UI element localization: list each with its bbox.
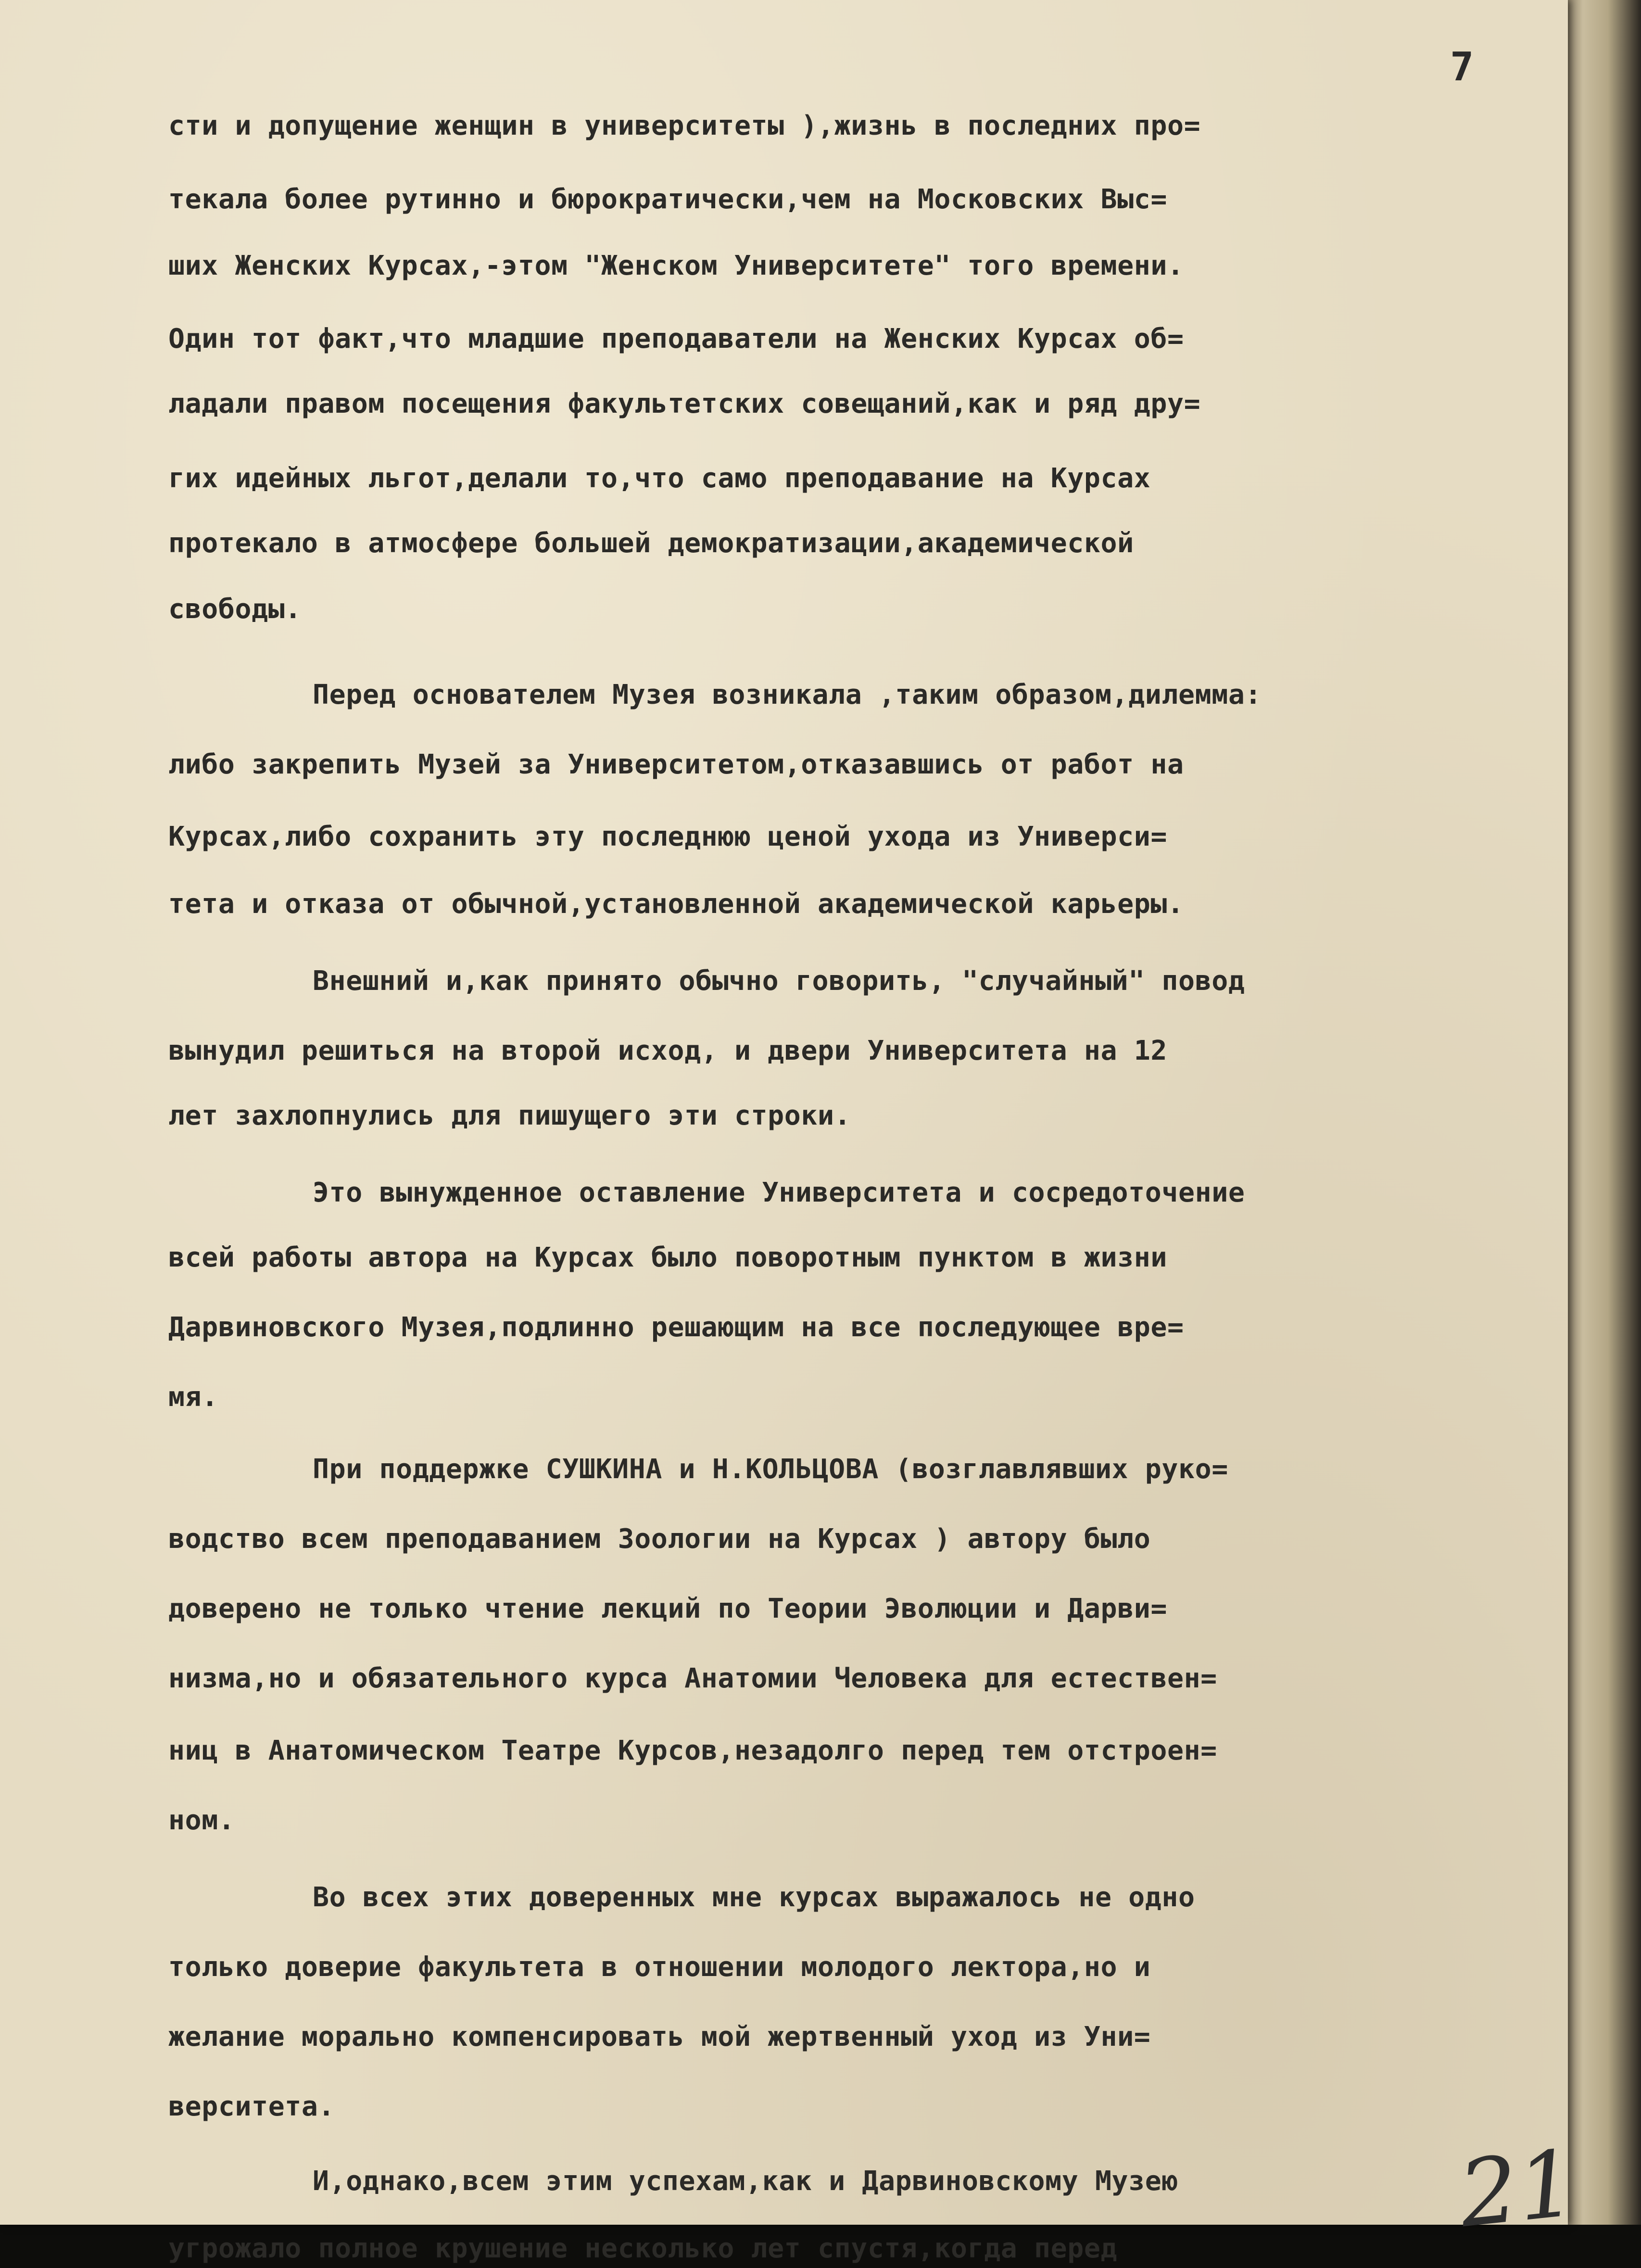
text-line: При поддержке СУШКИНА и Н.КОЛЬЦОВА (возглавлявших руко= [313,1454,1228,1485]
text-line: Курсах,либо сохранить эту последнюю ценой ухода из Универси= [168,821,1167,852]
text-line: сти и допущение женщин в университеты ),жизнь в последних про= [168,110,1201,141]
text-line: тета и отказа от обычной,установленной академической карьеры. [168,888,1184,920]
text-line: ших Женских Курсах,-этом "Женском Университете" того времени. [168,250,1184,281]
text-line: ниц в Анатомическом Театре Курсов,незадолго перед тем отстроен= [168,1735,1217,1766]
text-line: гих идейных льгот,делали то,что само преподавание на Курсах [168,463,1151,494]
page-number: 7 [1450,44,1474,90]
text-line: только доверие факультета в отношении молодого лектора,но и [168,1951,1151,1983]
text-line: Перед основателем Музея возникала ,таким образом,дилемма: [313,679,1262,710]
handwritten-folio-number: 21 [1454,2129,1581,2248]
text-line: Во всех этих доверенных мне курсах выражалось не одно [313,1882,1195,1913]
text-line: доверено не только чтение лекций по Теории Эволюции и Дарви= [168,1593,1167,1624]
text-line: водство всем преподаванием Зоологии на Курсах ) автору было [168,1523,1151,1555]
text-line: лет захлопнулись для пишущего эти строки. [168,1100,851,1131]
text-line: мя. [168,1381,218,1413]
text-line: угрожало полное крушение несколько лет спустя,когда перед [168,2233,1118,2264]
text-line: Дарвиновского Музея,подлинно решающим на все последующее вре= [168,1312,1184,1343]
text-line: И,однако,всем этим успехам,как и Дарвиновскому Музею [313,2166,1179,2197]
text-line: либо закрепить Музей за Университетом,отказавшись от работ на [168,749,1184,780]
text-line: всей работы автора на Курсах было поворотным пунктом в жизни [168,1242,1167,1273]
text-line: желание морально компенсировать мой жертвенный уход из Уни= [168,2021,1151,2053]
underlying-sheet-edge [1558,0,1641,2225]
text-line: Это вынужденное оставление Университета и сосредоточение [313,1177,1245,1208]
text-line: свободы. [168,594,302,625]
text-line: текала более рутинно и бюрократически,чем на Московских Выс= [168,184,1167,215]
text-line: вынудил решиться на второй исход, и двери Университета на 12 [168,1035,1167,1066]
text-line: протекало в атмосфере большей демократизации,академической [168,528,1134,559]
text-line: верситета. [168,2091,335,2122]
text-line: ном. [168,1805,235,1836]
text-line: ладали правом посещения факультетских совещаний,как и ряд дру= [168,388,1201,419]
text-line: низма,но и обязательного курса Анатомии Человека для естествен= [168,1663,1217,1694]
text-line: Один тот факт,что младшие преподаватели на Женских Курсах об= [168,323,1184,355]
text-line: Внешний и,как принято обычно говорить, "случайный" повод [313,965,1245,997]
